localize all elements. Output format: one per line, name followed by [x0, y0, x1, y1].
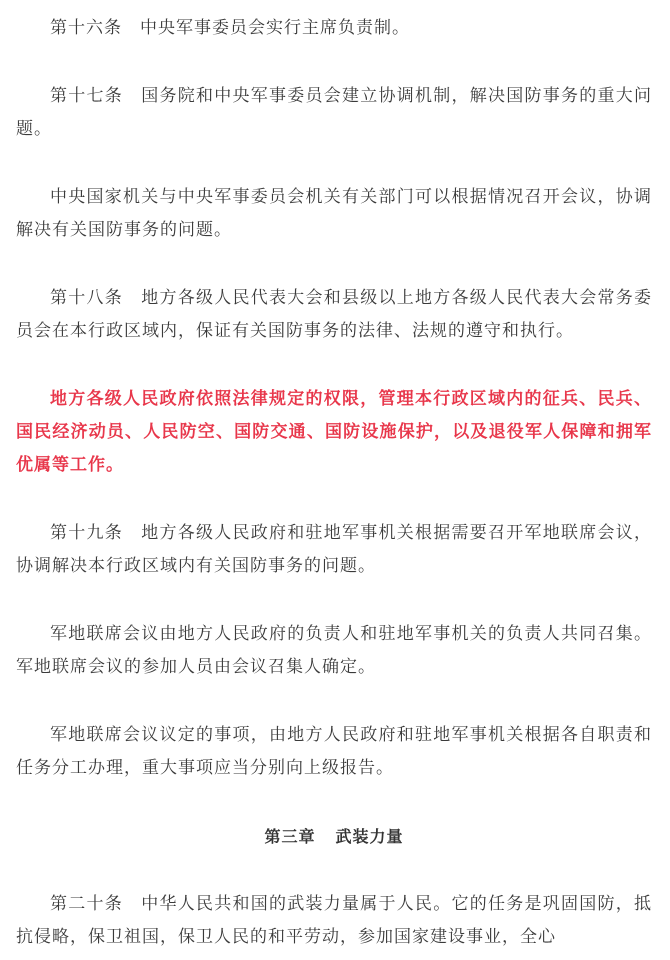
chapter-heading: [16, 820, 652, 853]
article-19-clause-2: 军地联席会议由地方人民政府的负责人和驻地军事机关的负责人共同召集。军地联席会议的参加人员由会议召集人确定。: [16, 624, 652, 677]
article-20: 第二十条 中华人民共和国的武装力量属于人民。它的任务是巩固国防，抵抗侵略，保卫祖国，保卫人民的和平劳动，参加国家建设事业，全心: [16, 894, 652, 947]
chapter-number: 第三章: [264, 827, 316, 846]
article-18: 第十八条 地方各级人民代表大会和县级以上地方各级人民代表大会常务委员会在本行政区域内，保证有关国防事务的法律、法规的遵守和执行。: [16, 288, 652, 341]
article-19-clause-3: 军地联席会议议定的事项，由地方人民政府和驻地军事机关根据各自职责和任务分工办理，重大事项应当分别向上级报告。: [16, 725, 652, 778]
article-19: 第十九条 地方各级人民政府和驻地军事机关根据需要召开军地联席会议，协调解决本行政区域内有关国防事务的问题。: [16, 523, 652, 576]
chapter-title: 武装力量: [335, 827, 404, 846]
article-17-clause-2: 中央国家机关与中央军事委员会机关有关部门可以根据情况召开会议，协调解决有关国防事务的问题。: [16, 187, 652, 240]
article-18-clause-2-highlight: 地方各级人民政府依照法律规定的权限，管理本行政区域内的征兵、民兵、国民经济动员、人民防空、国防交通、国防设施保护，以及退役军人保障和拥军优属等工作。: [16, 389, 652, 475]
article-17: 第十七条 国务院和中央军事委员会建立协调机制，解决国防事务的重大问题。: [16, 86, 652, 139]
article-16: 第十六条 中央军事委员会实行主席负责制。: [50, 18, 410, 38]
